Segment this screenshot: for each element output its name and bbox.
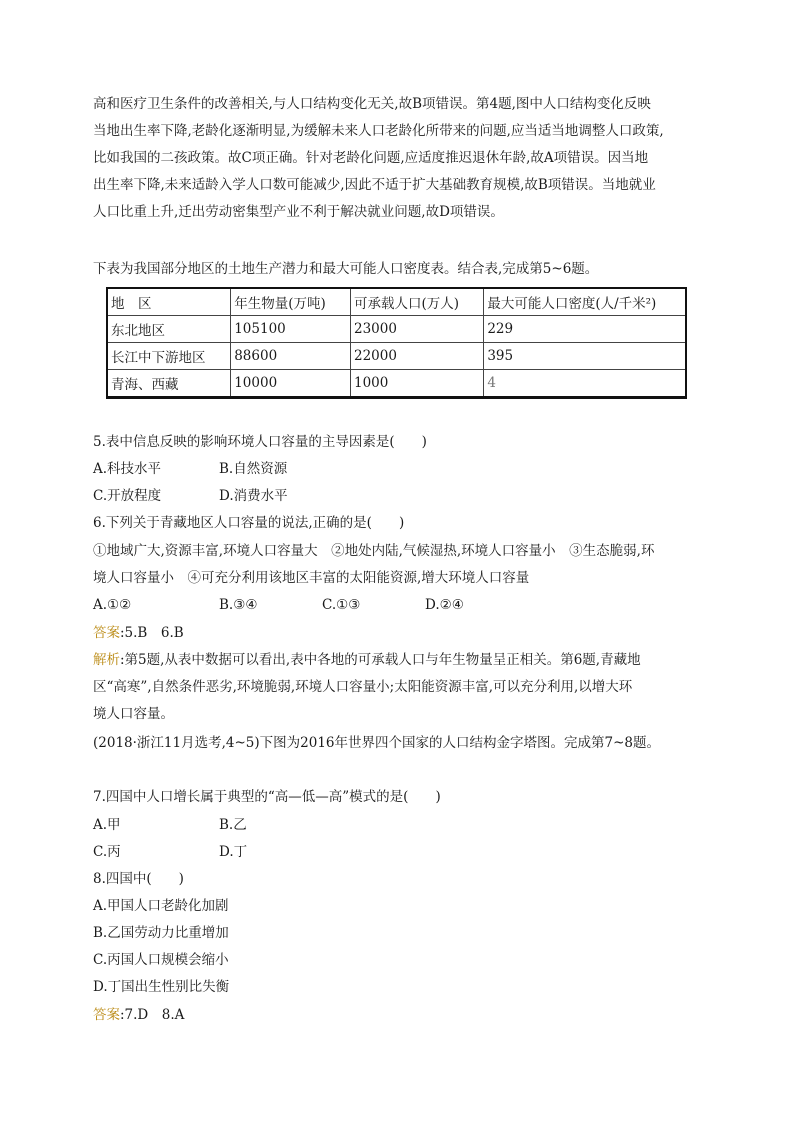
table-cell: 青海、西藏: [107, 370, 231, 398]
table-cell: 10000: [231, 370, 351, 398]
analysis-line-2: 区“高寒”,自然条件恶劣,环境脆弱,环境人口容量小;太阳能资源丰富,可以充分利用,以增大环: [93, 679, 633, 695]
answer-text: :5.B 6.B: [120, 625, 184, 641]
table-header-row: [107, 288, 686, 316]
table-cell: 395: [484, 343, 686, 370]
q6-options-row: [93, 595, 464, 615]
table-header-cell: 可承载人口(万人): [351, 288, 484, 316]
table-cell: 4: [484, 370, 686, 398]
analysis-text: :第5题,从表中数据可以看出,表中各地的可承载人口与年生物量呈正相关。第6题,青藏地: [120, 652, 641, 668]
q5-options-row-2: [93, 486, 288, 506]
q8-option-d: D.丁国出生性别比失衡: [93, 979, 230, 995]
q8-option-b: B.乙国劳动力比重增加: [93, 925, 229, 941]
table-row: [107, 370, 686, 398]
q6-option-b: B.③④: [219, 597, 258, 613]
table-cell: 88600: [231, 343, 351, 370]
table-cell: 105100: [231, 316, 351, 343]
table-cell: 长江中下游地区: [107, 343, 231, 370]
source-note: (2018·浙江11月选考,4~5)下图为2016年世界四个国家的人口结构金字塔图。完成第7~8题。: [93, 735, 660, 751]
q5-options-row-1: [93, 459, 288, 479]
table-intro: 下表为我国部分地区的土地生产潜力和最大可能人口密度表。结合表,完成第5~6题。: [93, 261, 599, 277]
table-cell: 东北地区: [107, 316, 231, 343]
q7-stem: 7.四国中人口增长属于典型的“高—低—高”模式的是( ): [93, 789, 441, 805]
intro-line-2: 当地出生率下降,老龄化逐渐明显,为缓解未来人口老龄化所带来的问题,应当适当地调整人口政策,: [93, 123, 664, 139]
analysis-label: 解析: [93, 652, 120, 668]
answer-7-8: [93, 1005, 184, 1025]
q8-option-a: A.甲国人口老龄化加剧: [93, 898, 229, 914]
q5-option-d: D.消费水平: [219, 488, 288, 504]
table-row: [107, 316, 686, 343]
q8-option-c: C.丙国人口规模会缩小: [93, 952, 229, 968]
table-header-cell: 年生物量(万吨): [231, 288, 351, 316]
table-row: [107, 343, 686, 370]
q6-option-a: A.①②: [93, 597, 132, 613]
table-cell: 22000: [351, 343, 484, 370]
analysis-line-1: [93, 650, 641, 670]
q7-options-row-2: [93, 842, 248, 862]
q6-option-c: C.①③: [322, 597, 361, 613]
q8-stem: 8.四国中( ): [93, 871, 184, 887]
intro-line-4: 出生率下降,未来适龄入学人口数可能减少,因此不适于扩大基础教育规模,故B项错误。当地就业: [93, 177, 656, 193]
q6-statements-line-1: ①地域广大,资源丰富,环境人口容量大 ②地处内陆,气候湿热,环境人口容量小 ③生态脆弱,环: [93, 543, 655, 559]
q5-option-a: A.科技水平: [93, 461, 162, 477]
answer-text: :7.D 8.A: [120, 1007, 185, 1023]
analysis-line-3: 境人口容量。: [93, 706, 174, 722]
intro-line-1: 高和医疗卫生条件的改善相关,与人口结构变化无关,故B项错误。第4题,图中人口结构变化反映: [93, 96, 651, 112]
answer-label: 答案: [93, 1007, 120, 1023]
q7-option-b: B.乙: [219, 817, 247, 833]
q7-option-c: C.丙: [93, 844, 121, 860]
intro-line-5: 人口比重上升,迁出劳动密集型产业不利于解决就业问题,故D项错误。: [93, 204, 504, 220]
q6-statements-line-2: 境人口容量小 ④可充分利用该地区丰富的太阳能资源,增大环境人口容量: [93, 570, 530, 586]
table-cell: 1000: [351, 370, 484, 398]
q6-stem: 6.下列关于青藏地区人口容量的说法,正确的是( ): [93, 515, 405, 531]
population-density-table: [106, 287, 687, 399]
table-header-cell: 地 区: [107, 288, 231, 316]
answer-label: 答案: [93, 625, 120, 641]
q7-options-row-1: [93, 815, 247, 835]
q7-option-d: D.丁: [219, 844, 248, 860]
table-cell: 229: [484, 316, 686, 343]
table-cell: 23000: [351, 316, 484, 343]
q7-option-a: A.甲: [93, 817, 121, 833]
intro-line-3: 比如我国的二孩政策。故C项正确。针对老龄化问题,应适度推迟退休年龄,故A项错误。因当地: [93, 150, 649, 166]
q5-option-b: B.自然资源: [219, 461, 288, 477]
q5-option-c: C.开放程度: [93, 488, 162, 504]
answer-5-6: [93, 623, 184, 643]
table-header-cell: 最大可能人口密度(人/千米²): [484, 288, 686, 316]
q5-stem: 5.表中信息反映的影响环境人口容量的主导因素是( ): [93, 434, 427, 450]
q6-option-d: D.②④: [425, 597, 464, 613]
